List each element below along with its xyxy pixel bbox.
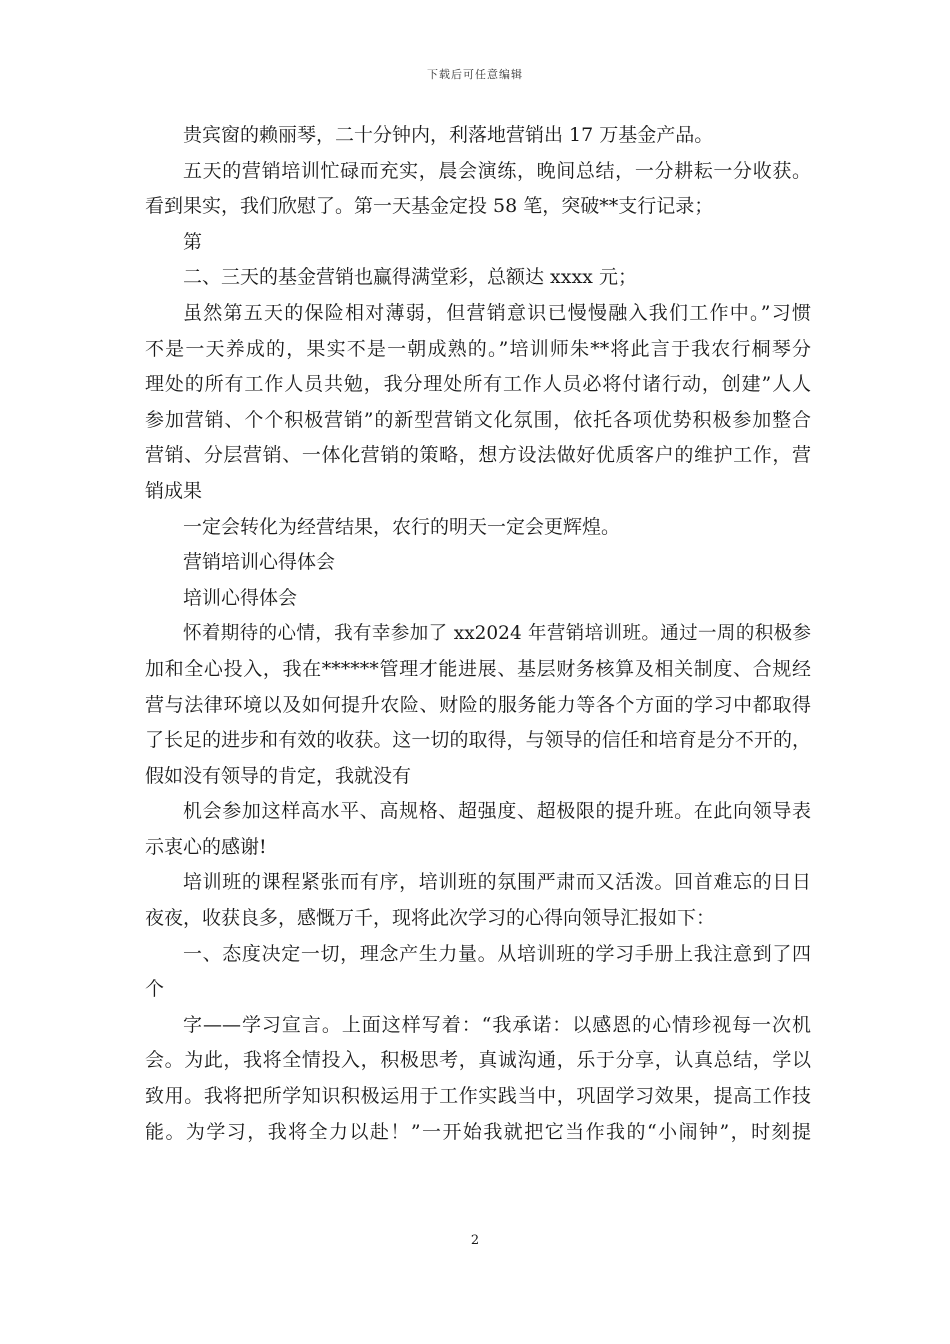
text-line: 五天的营销培训忙碌而充实，晨会演练，晚间总结，一分耕耘一分收获。: [183, 159, 811, 182]
text-line: 怀着期待的心情，我有幸参加了 xx2024 年营销培训班。通过一周的积极参: [183, 623, 811, 645]
text-line: 营销培训心得体会: [183, 551, 336, 574]
text-line: 培训心得体会: [183, 586, 298, 609]
text-line: 参加营销、个个积极营销”的新型营销文化氛围，依托各项优势积极参加整合: [145, 408, 811, 431]
text-line: 看到果实，我们欣慰了。第一天基金定投 58 笔，突破**支行记录；: [145, 195, 714, 218]
page-header: 下载后可任意编辑: [427, 68, 523, 81]
text-line: 不是一天养成的，果实不是一朝成熟的。”培训师朱**将此言于我农行桐琴分: [145, 337, 811, 360]
text-line: 会。为此，我将全情投入，积极思考，真诚沟通，乐于分享，认真总结，学以: [145, 1049, 811, 1072]
text-line: 示衷心的感谢!: [145, 835, 267, 858]
text-line: 字——学习宣言。上面这样写着：“我承诺：以感恩的心情珍视每一次机: [183, 1013, 811, 1036]
text-line: 贵宾窗的赖丽琴，二十分钟内，利落地营销出 17 万基金产品。: [183, 124, 714, 146]
text-line: 营销、分层营销、一体化营销的策略，想方设法做好优质客户的维护工作，营: [145, 444, 811, 467]
page-number: 2: [470, 1233, 480, 1248]
text-line: 一定会转化为经营结果，农行的明天一定会更辉煌。: [183, 515, 621, 538]
text-line: 致用。我将把所学知识积极运用于工作实践当中，巩固学习效果，提高工作技: [145, 1085, 811, 1108]
text-line: 一、态度决定一切，理念产生力量。从培训班的学习手册上我注意到了四: [183, 942, 811, 965]
text-line: 机会参加这样高水平、高规格、超强度、超极限的提升班。在此向领导表: [183, 800, 811, 823]
text-line: 个: [145, 978, 165, 1001]
text-line: 销成果: [145, 479, 203, 502]
text-line: 虽然第五天的保险相对薄弱，但营销意识已慢慢融入我们工作中。”习惯: [183, 301, 811, 324]
text-line: 第: [183, 230, 203, 253]
text-line: 能。为学习，我将全力以赴！”一开始我就把它当作我的“小闹钟”，时刻提: [145, 1120, 811, 1143]
text-line: 理处的所有工作人员共勉，我分理处所有工作人员必将付诸行动，创建”人人: [145, 373, 811, 396]
text-line: 营与法律环境以及如何提升农险、财险的服务能力等各个方面的学习中都取得: [145, 693, 811, 716]
text-line: 加和全心投入，我在******管理才能进展、基层财务核算及相关制度、合规经: [145, 657, 811, 680]
text-line: 夜夜，收获良多，感慨万千，现将此次学习的心得向领导汇报如下：: [145, 907, 716, 930]
document-body: [145, 118, 811, 1150]
text-line: 培训班的课程紧张而有序，培训班的氛围严肃而又活泼。回首难忘的日日: [183, 871, 811, 894]
text-line: 了长足的进步和有效的收获。这一切的取得，与领导的信任和培育是分不开的，: [145, 729, 811, 752]
text-line: 二、三天的基金营销也赢得满堂彩，总额达 xxxx 元；: [183, 266, 637, 289]
text-line: 假如没有领导的肯定，我就没有: [145, 764, 412, 787]
